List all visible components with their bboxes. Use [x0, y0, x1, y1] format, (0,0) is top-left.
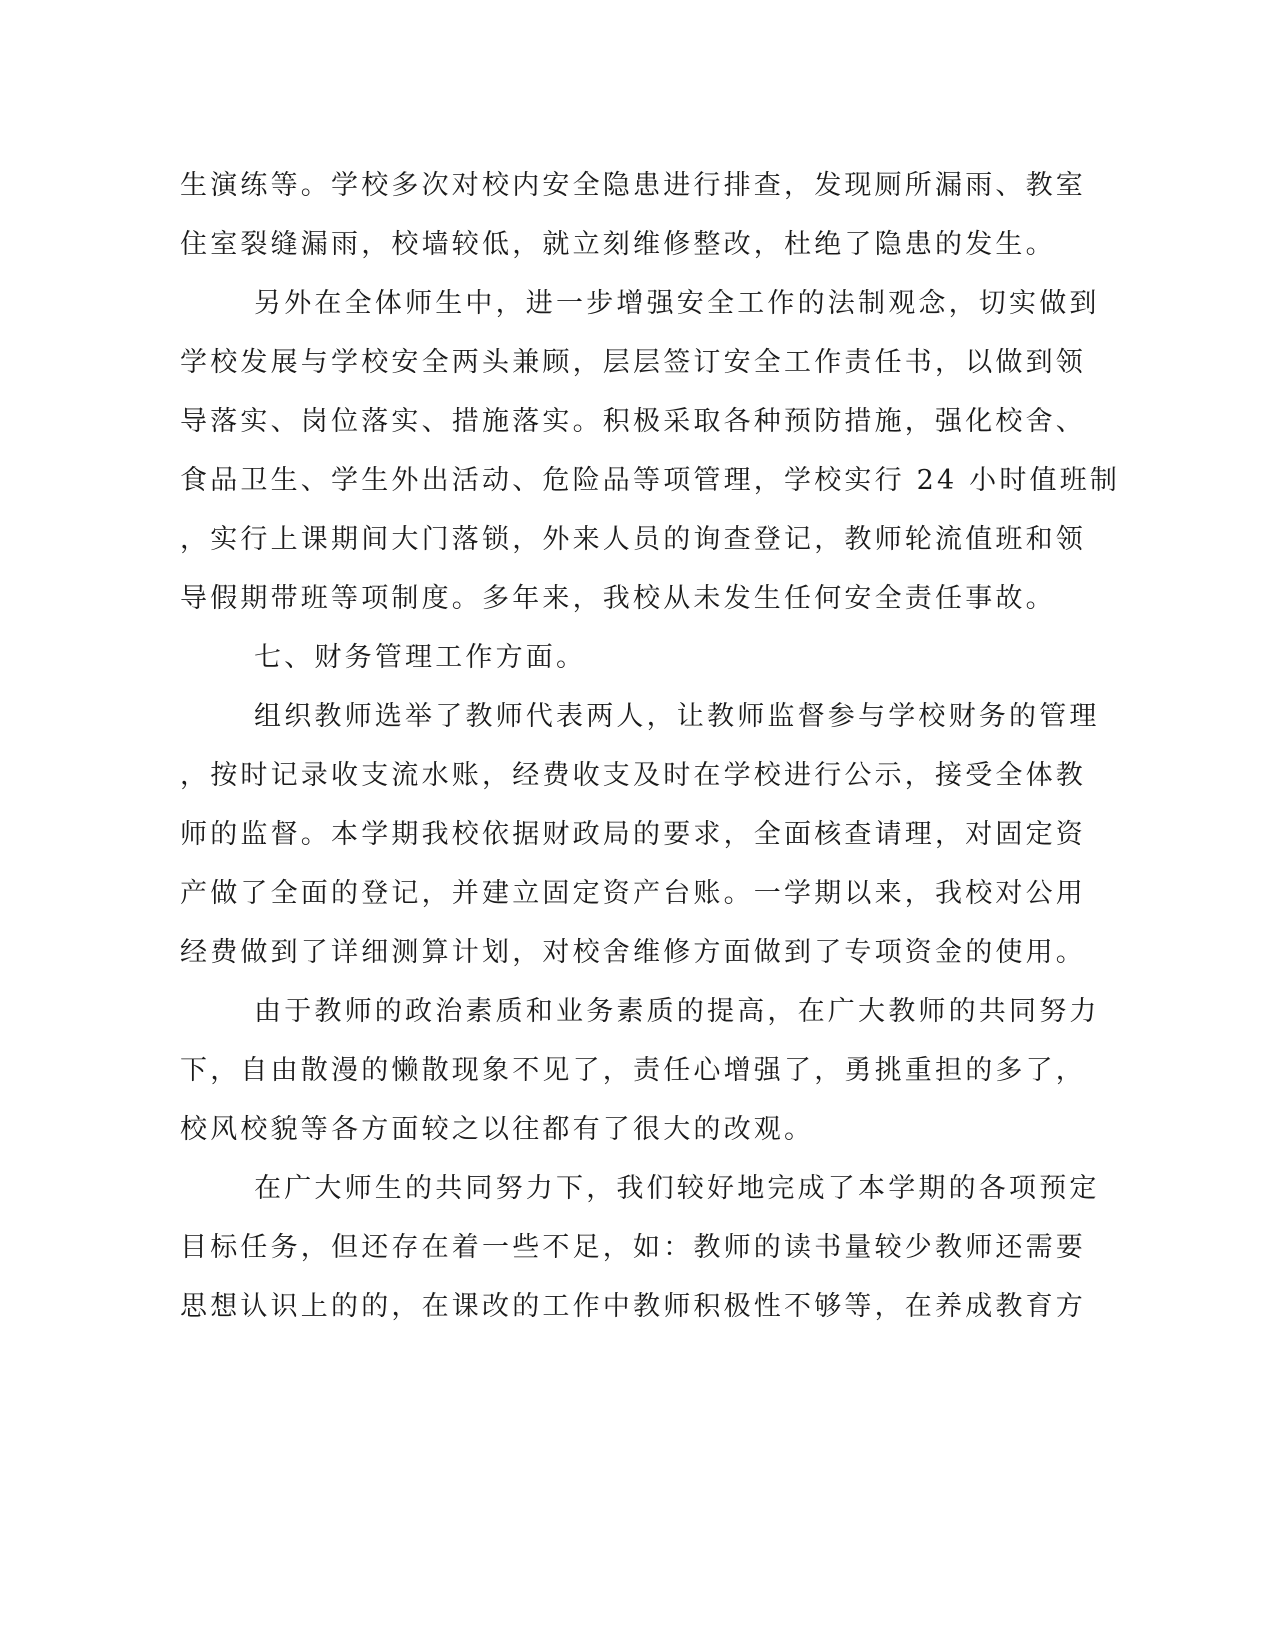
text-line: 住室裂缝漏雨，校墙较低，就立刻维修整改，杜绝了隐患的发生。 — [180, 229, 1056, 260]
text-line: 产做了全面的登记，并建立固定资产台账。一学期以来，我校对公用 — [180, 878, 1086, 909]
text-line: ，按时记录收支流水账，经费收支及时在学校进行公示，接受全体教 — [180, 760, 1086, 791]
text-line: 生演练等。学校多次对校内安全隐患进行排查，发现厕所漏雨、教室 — [180, 170, 1086, 201]
document-body — [180, 156, 1121, 1336]
paragraph-start-line: 由于教师的政治素质和业务素质的提高，在广大教师的共同努力 — [254, 996, 1100, 1027]
paragraph-start-line: 另外在全体师生中，进一步增强安全工作的法制观念，切实做到 — [254, 288, 1100, 319]
text-line: 食品卫生、学生外出活动、危险品等项管理，学校实行 24 小时值班制 — [180, 465, 1121, 496]
text-line: 经费做到了详细测算计划，对校舍维修方面做到了专项资金的使用。 — [180, 937, 1086, 968]
text-line: ，实行上课期间大门落锁，外来人员的询查登记，教师轮流值班和领 — [180, 524, 1086, 555]
text-line: 校风校貌等各方面较之以往都有了很大的改观。 — [180, 1114, 815, 1145]
section-heading: 七、财务管理工作方面。 — [254, 642, 587, 673]
paragraph-start-line: 组织教师选举了教师代表两人，让教师监督参与学校财务的管理 — [254, 701, 1100, 732]
text-line: 思想认识上的的，在课改的工作中教师积极性不够等，在养成教育方 — [180, 1291, 1086, 1322]
text-line: 学校发展与学校安全两头兼顾，层层签订安全工作责任书，以做到领 — [180, 347, 1086, 378]
text-line: 导假期带班等项制度。多年来，我校从未发生任何安全责任事故。 — [180, 583, 1056, 614]
text-line: 下，自由散漫的懒散现象不见了，责任心增强了，勇挑重担的多了， — [180, 1055, 1086, 1086]
text-line: 师的监督。本学期我校依据财政局的要求，全面核查请理，对固定资 — [180, 819, 1086, 850]
text-line: 目标任务，但还存在着一些不足，如：教师的读书量较少教师还需要 — [180, 1232, 1086, 1263]
text-line: 导落实、岗位落实、措施落实。积极采取各种预防措施，强化校舍、 — [180, 406, 1086, 437]
paragraph-start-line: 在广大师生的共同努力下，我们较好地完成了本学期的各项预定 — [254, 1173, 1100, 1204]
